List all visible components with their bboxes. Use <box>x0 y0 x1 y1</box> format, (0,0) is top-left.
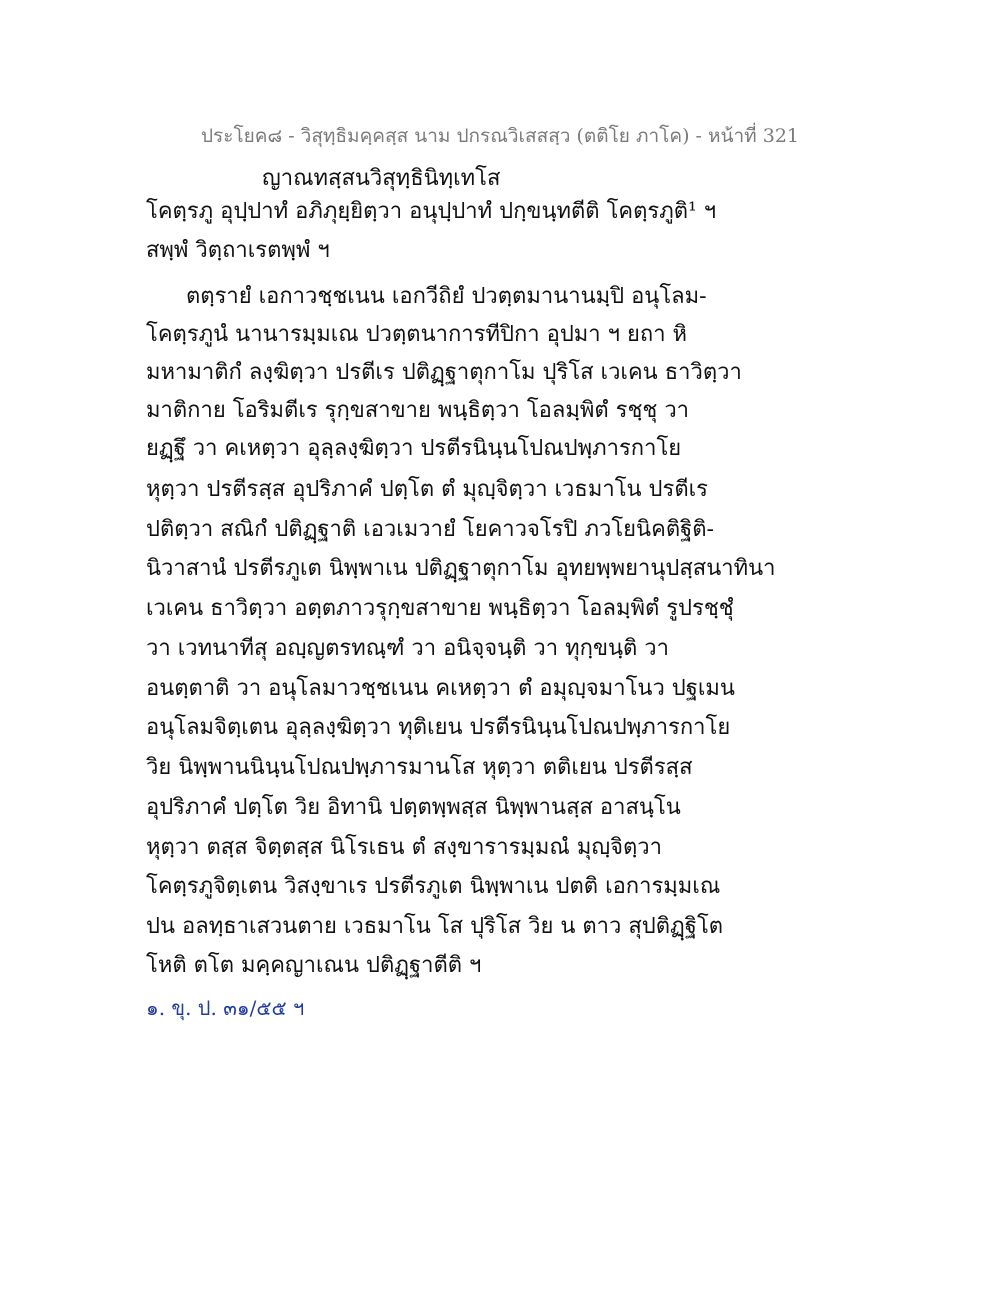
body-line: สพฺพํ วิตฺถาเรตพฺพํ ฯ <box>146 238 330 263</box>
body-line: มหามาติกํ ลงฺฆิตฺวา ปรตีเร ปติฏฺฐาตุกาโม ปุริโส เวเคน ธาวิตฺวา <box>146 360 742 385</box>
running-header: ประโยค๘ - วิสุทฺธิมคฺคสฺส นาม ปกรณวิเสสสฺว (ตติโย ภาโค) - หน้าที่ 321 <box>200 125 800 147</box>
body-line: ตตฺรายํ เอกาวชฺชเนน เอกวีถิยํ ปวตฺตมานานมฺปิ อนุโลม- <box>186 284 707 309</box>
body-line: หุตฺวา ปรตีรสฺส อุปริภาคํ ปตฺโต ตํ มุญฺจิตฺวา เวธมาโน ปรตีเร <box>146 477 708 502</box>
body-line: หุตฺวา ตสฺส จิตฺตสฺส นิโรเธน ตํ สงฺขารารมฺมณํ มุญฺจิตฺวา <box>146 835 662 860</box>
body-line: วิย นิพฺพานนินฺนโปณปพฺภารมานโส หุตฺวา ตติเยน ปรตีรสฺส <box>146 755 693 780</box>
footnote: ๑. ขุ. ป. ๓๑/๕๕ ฯ <box>146 996 305 1020</box>
body-line: โคตฺรภูนํ นานารมฺมเณ ปวตฺตนาการทีปิกา อุปมา ฯ ยถา หิ <box>146 322 688 347</box>
section-title: ญาณทสฺสนวิสุทฺธินิทฺเทโส <box>262 166 501 191</box>
body-line: อนตฺตาติ วา อนุโลมาวชฺชเนน คเหตฺวา ตํ อมุญฺจมาโนว ปฐเมน <box>146 676 735 701</box>
body-line: อุปริภาคํ ปตฺโต วิย อิทานิ ปตฺตพฺพสฺส นิพฺพานสฺส อาสนฺโน <box>146 795 681 820</box>
body-line: เวเคน ธาวิตฺวา อตฺตภาวรุกฺขสาขาย พนฺธิตฺวา โอลมฺพิตํ รูปรชฺชุํ <box>146 596 734 621</box>
body-line: อนุโลมจิตฺเตน อุลฺลงฺฆิตฺวา ทุติเยน ปรตีรนินฺนโปณปพฺภารกาโย <box>146 715 731 740</box>
body-line: วา เวทนาทีสุ อญฺญตรทณฺฑํ วา อนิจฺจนฺติ วา ทุกฺขนฺติ วา <box>146 636 670 661</box>
body-line: ปติตฺวา สณิกํ ปติฏฺฐาติ เอวเมวายํ โยคาวจโรปิ ภวโยนิคติฐิติ- <box>146 517 714 542</box>
body-line: โหติ ตโต มคฺคญาเณน ปติฏฺฐาตีติ ฯ <box>146 953 482 978</box>
body-line: โคตฺรภูจิตฺเตน วิสงฺขาเร ปรตีรภูเต นิพฺพาเน ปตติ เอการมฺมเณ <box>146 874 721 899</box>
body-line: โคตฺรภู อุปฺปาทํ อภิภุยฺยิตฺวา อนุปฺปาทํ ปกฺขนฺทตีติ โคตฺรภูติ¹ ฯ <box>146 199 717 224</box>
body-line: ปน อลทฺธาเสวนตาย เวธมาโน โส ปุริโส วิย น ตาว สุปติฏฺฐิโต <box>146 914 724 939</box>
body-line: มาติกาย โอริมตีเร รุกฺขสาขาย พนฺธิตฺวา โอลมฺพิตํ รชฺชุ วา <box>146 398 690 423</box>
body-line: นิวาสานํ ปรตีรภูเต นิพฺพาเน ปติฏฺฐาตุกาโม อุทยพฺพยานุปสฺสนาทินา <box>146 556 776 581</box>
body-line: ยฏฺฐึ วา คเหตฺวา อุลฺลงฺฆิตฺวา ปรตีรนินฺนโปณปพฺภารกาโย <box>146 436 682 461</box>
